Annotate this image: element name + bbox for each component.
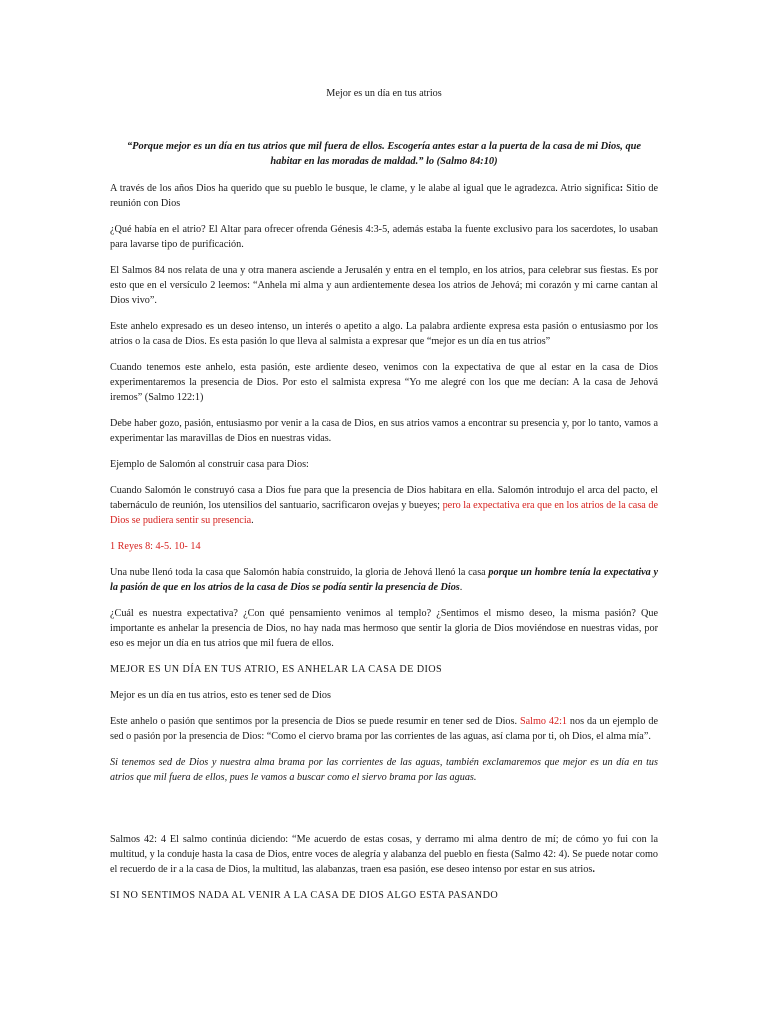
epigraph-line-2: habitar en las moradas de maldad.” lo (Salmo 84:10): [270, 156, 498, 167]
paragraph-atrio-contents: ¿Qué había en el atrio? El Altar para ofrecer ofrenda Génesis 4:3-5, además estaba la fuente exclusivo para los sacerdotes, lo usaban para lavarse tipo de purificación.: [110, 224, 658, 250]
paragraph-anhelo: Este anhelo expresado es un deseo intenso, un interés o apetito a algo. La palabra ardiente expresa esta pasión o entusiasmo por los atrios o la casa de Dios. Es esta pasión lo que lleva al salmista a expresar que “mejor es un día en tus atrios”: [110, 321, 658, 347]
paragraph-expectativa: Cuando tenemos este anhelo, esta pasión, este ardiente deseo, venimos con la expectativa de que al estar en la casa de Dios experimentaremos la presencia de Dios. Por esto el salmista expresa “Yo me alegré con los que me decían: A la casa de Jehová iremos” (Salmo 122:1): [110, 362, 658, 403]
paragraph-salomon: Cuando Salomón le construyó casa a Dios fue para que la presencia de Dios habitara en ella. Salomón introdujo el arca del pacto, el tabernáculo de reunión, los utensilios del santuario, sacrificaron ovejas y bueyes; pero la expectativa era que en los atrios de la casa de Dios se pudiera sentir su presencia.: [110, 485, 658, 526]
highlight-red: pero la expectativa era que en los atrios de la casa de Dios se pudiera sentir su presencia: [110, 500, 658, 526]
epigraph: [110, 139, 658, 169]
paragraph-atrio-definition: A través de los años Dios ha querido que su pueblo le busque, le clame, y le alabe al igual que le agradezca. Atrio significa: Sitio de reunión con Dios: [110, 183, 658, 209]
scripture-reference-salmo-42: Salmo 42:1: [519, 716, 568, 727]
paragraph-nube: Una nube llenó toda la casa que Salomón había construido, la gloria de Jehová llenó la casa porque un hombre tenía la expectativa y la pasión de que en los atrios de la casa de Dios se podía sentir la presencia de Dios.: [110, 567, 658, 593]
scripture-reference-reyes: 1 Reyes 8: 4-5. 10- 14: [110, 541, 201, 552]
paragraph-expectativa-pregunta: ¿Cuál es nuestra expectativa? ¿Con qué pensamiento venimos al templo? ¿Sentimos el mismo deseo, la misma pasión? Que importante es anhelar la presencia de Dios, no hay nada mas hermoso que sentir la gloria de Dios moviéndose en nuestras vidas, por eso es mejor un día en tus atrios que mil fuera de ellos.: [110, 608, 658, 649]
section-heading-si-no-sentimos: SI NO SENTIMOS NADA AL VENIR A LA CASA DE DIOS ALGO ESTA PASANDO: [110, 890, 499, 901]
section-heading-anhelar: MEJOR ES UN DÍA EN TUS ATRIO, ES ANHELAR LA CASA DE DIOS: [110, 664, 443, 675]
paragraph-salmo-42: Este anhelo o pasión que sentimos por la presencia de Dios se puede resumir en tener sed de Dios. Salmo 42:1 nos da un ejemplo de sed o pasión por la presencia de Dios: “Como el ciervo brama por las corrientes de las aguas, así clama por ti, oh Dios, el alma mía”.: [110, 716, 658, 742]
paragraph-salmo-42-4: Salmos 42: 4 El salmo continúa diciendo: “Me acuerdo de estas cosas, y derramo mi alma dentro de mí; de cómo yo fui con la multitud, y la conduje hasta la casa de Dios, entre voces de alegría y alabanza del pueblo en fiesta (Salmo 42: 4). Se puede notar como el recuerdo de ir a la casa de Dios, la multitud, las alabanzas, traen esa pasión, ese deseo intenso por estar en sus atrios.: [110, 834, 658, 875]
paragraph-sed-de-dios: Mejor es un día en tus atrios, esto es tener sed de Dios: [110, 690, 331, 701]
paragraph-gozo: Debe haber gozo, pasión, entusiasmo por venir a la casa de Dios, en sus atrios vamos a encontrar su presencia y, por lo tanto, vamos a experimentar las maravillas de Dios en nuestras vidas.: [110, 418, 658, 444]
spacer: [110, 796, 658, 832]
epigraph-line-1: “Porque mejor es un día en tus atrios que mil fuera de ellos. Escogería antes estar a la puerta de la casa de mi Dios, que: [126, 141, 642, 152]
emphasis-italic: porque un hombre tenía la expectativa y la pasión de que en los atrios de la casa de Dios se podía sentir la presencia de Dios: [110, 567, 658, 593]
paragraph-italic-sed: Si tenemos sed de Dios y nuestra alma brama por las corrientes de las aguas, también exclamaremos que mejor es un día en tus atrios que mil fuera de ellos, pues le vamos a buscar como el siervo brama por las aguas.: [110, 757, 658, 783]
paragraph-ejemplo-heading: Ejemplo de Salomón al construir casa para Dios:: [110, 459, 309, 470]
page-title: Mejor es un día en tus atrios: [326, 88, 442, 99]
paragraph-salmo-84: El Salmos 84 nos relata de una y otra manera asciende a Jerusalén y entra en el templo, en los atrios, para celebrar sus fiestas. Es por esto que en el versículo 2 leemos: “Anhela mi alma y aun ardientemente desea los atrios de Jehová; mi corazón y mi carne cantan al Dios vivo”.: [110, 265, 658, 306]
